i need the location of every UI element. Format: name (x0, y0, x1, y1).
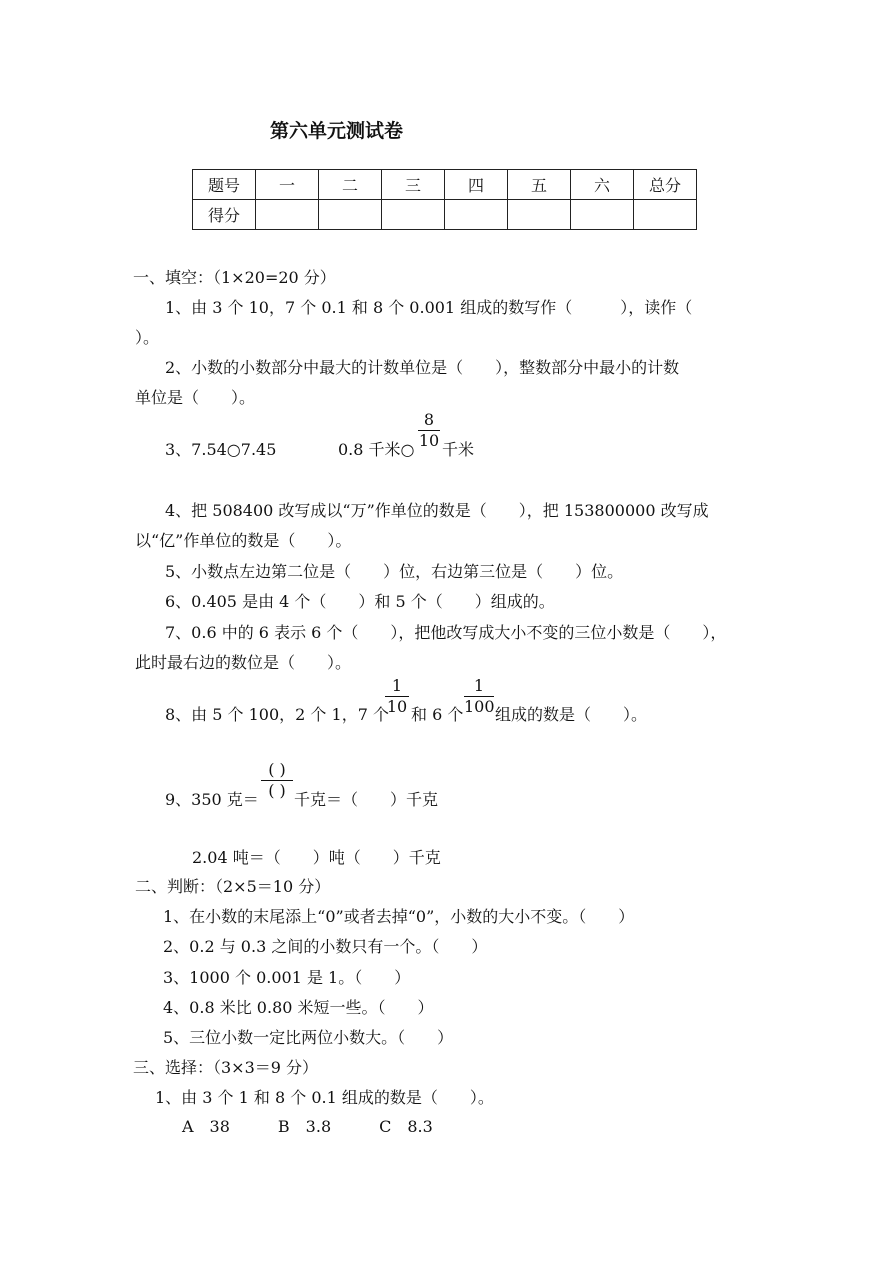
question-4-line1: 4、把 508400 改写成以“万”作单位的数是（ ），把 153800000 改写成 (165, 501, 709, 520)
score-cell[interactable] (382, 200, 445, 230)
score-cell[interactable] (634, 200, 697, 230)
question-3-fraction (418, 410, 440, 451)
question-8-part3: 组成的数是（ ）。 (495, 705, 648, 724)
question-8-fraction-1 (385, 676, 409, 717)
question-2-line1: 2、小数的小数部分中最大的计数单位是（ ），整数部分中最小的计数 (165, 358, 680, 377)
score-table-score-row (193, 200, 697, 230)
fraction-denominator: 10 (418, 431, 440, 450)
table-cell: 五 (508, 170, 571, 200)
question-9-line2: 2.04 吨＝（ ）吨（ ）千克 (192, 848, 441, 867)
question-8-part2: 和 6 个 (411, 705, 464, 724)
question-1-line1: 1、由 3 个 10，7 个 0.1 和 8 个 0.001 组成的数写作（ ），读作（ (165, 298, 693, 317)
fraction-numerator: 1 (473, 676, 485, 695)
question-9-fraction (261, 760, 293, 801)
question-9-part1: 9、350 克＝ (165, 790, 259, 809)
judge-item-2: 2、0.2 与 0.3 之间的小数只有一个。（ ） (163, 937, 488, 956)
page-title: 第六单元测试卷 (270, 120, 404, 142)
section1-heading: 一、填空：（1×20=20 分） (133, 268, 336, 287)
table-cell: 得分 (193, 200, 256, 230)
question-8-part1: 8、由 5 个 100，2 个 1，7 个 (165, 705, 389, 724)
fraction-numerator: 8 (423, 410, 435, 429)
question-7-line1: 7、0.6 中的 6 表示 6 个（ ），把他改写成大小不变的三位小数是（ ）， (165, 623, 727, 642)
choice-question-1: 1、由 3 个 1 和 8 个 0.1 组成的数是（ ）。 (155, 1088, 494, 1107)
choice-options: A 38 B 3.8 C 8.3 (182, 1117, 433, 1136)
score-table (192, 169, 697, 230)
score-cell[interactable] (445, 200, 508, 230)
table-cell: 二 (319, 170, 382, 200)
table-cell: 六 (571, 170, 634, 200)
fraction-denominator-blank: ( ) (268, 781, 286, 800)
question-7-line2: 此时最右边的数位是（ ）。 (135, 653, 352, 672)
question-4-line2: 以“亿”作单位的数是（ ）。 (135, 531, 352, 550)
question-8-fraction-2 (464, 676, 494, 717)
fraction-denominator: 100 (464, 697, 495, 716)
fraction-numerator: 1 (391, 676, 403, 695)
judge-item-1: 1、在小数的末尾添上“0”或者去掉“0”，小数的大小不变。（ ） (163, 907, 635, 926)
question-1-line2: ）。 (135, 328, 160, 347)
fraction-denominator: 10 (386, 697, 408, 716)
question-3-part2: 0.8 千米○ (338, 440, 415, 459)
question-3-part1: 3、7.54○7.45 (165, 440, 277, 459)
question-9-part2: 千克＝（ ）千克 (294, 790, 439, 809)
section2-heading: 二、判断：（2×5＝10 分） (135, 877, 331, 896)
question-3-part3: 千米 (442, 440, 475, 459)
table-cell: 题号 (193, 170, 256, 200)
table-cell: 四 (445, 170, 508, 200)
question-6: 6、0.405 是由 4 个（ ）和 5 个（ ）组成的。 (165, 592, 555, 611)
judge-item-5: 5、三位小数一定比两位小数大。（ ） (163, 1028, 454, 1047)
score-table-header-row (193, 170, 697, 200)
score-cell[interactable] (571, 200, 634, 230)
table-cell: 总分 (634, 170, 697, 200)
score-cell[interactable] (256, 200, 319, 230)
score-cell[interactable] (508, 200, 571, 230)
section3-heading: 三、选择：（3×3＝9 分） (133, 1058, 319, 1077)
score-cell[interactable] (319, 200, 382, 230)
judge-item-3: 3、1000 个 0.001 是 1。（ ） (163, 968, 411, 987)
question-5: 5、小数点左边第二位是（ ）位，右边第三位是（ ）位。 (165, 562, 624, 581)
fraction-numerator-blank: ( ) (268, 760, 286, 779)
question-2-line2: 单位是（ ）。 (135, 388, 256, 407)
table-cell: 三 (382, 170, 445, 200)
table-cell: 一 (256, 170, 319, 200)
judge-item-4: 4、0.8 米比 0.80 米短一些。（ ） (163, 998, 434, 1017)
